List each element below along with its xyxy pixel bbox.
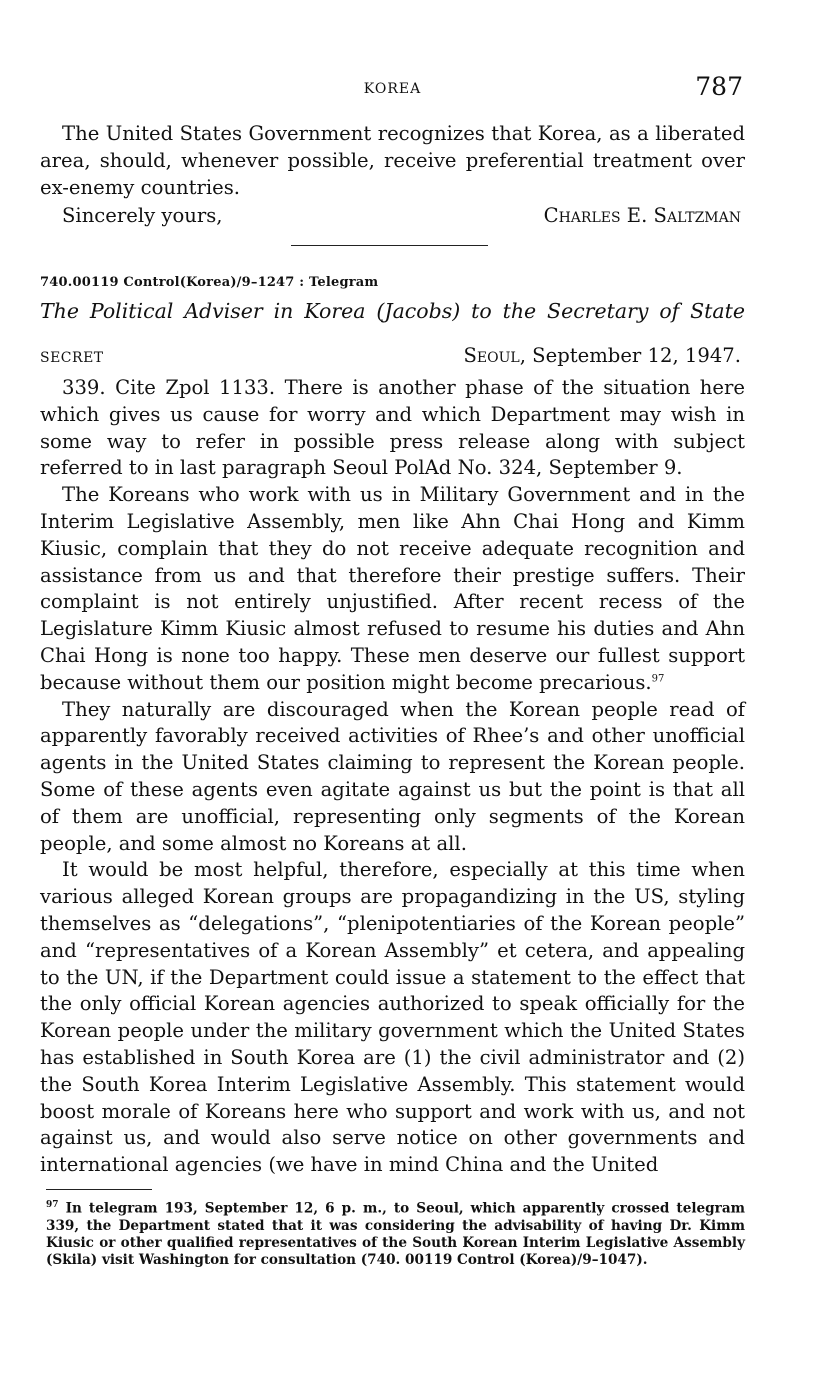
file-reference: 740.00119 Control(Korea)/9–1247 : Telegram <box>40 275 379 290</box>
dateline-place: Seoul <box>463 344 520 367</box>
footnote-number: 97 <box>46 1200 59 1210</box>
footnote-text: In telegram 193, September 12, 6 p. m., to Seoul, which apparently crossed telegram 339, the Department stated that it was considering the advisability of having Dr. Kimm Kiusic or other qualified representatives of the South Korean Interim Legislative Assembly (Skila) visit Washington for consultation (740. 00119 Control (Korea)/9–1047). <box>46 1200 746 1268</box>
body-paragraph: 339. Cite Zpol 1133. There is another phase of the situation here which gives us cause for worry and which Department may wish in some way to refer in possible press release along with subject referred to in last paragraph Seoul PolAd No. 324, September 9. <box>40 376 745 480</box>
signature-block <box>40 203 745 233</box>
section-divider <box>291 245 488 246</box>
dateline <box>464 344 742 367</box>
footnote-divider <box>46 1189 152 1190</box>
body-paragraph <box>40 482 745 696</box>
classification-row <box>40 344 745 372</box>
dateline-date: , September 12, 1947. <box>519 344 741 367</box>
footnote-reference: 97 <box>651 673 665 685</box>
body-paragraph-text: The Koreans who work with us in Military Government and in the Interim Legislative Assembly, men like Ahn Chai Hong and Kimm Kiusic, complain that they do not receive adequate recognition and assistance from us and that therefore their prestige suffers. Their complaint is not entirely unjustified. After recent recess of the Legislature Kimm Kiusic almost refused to resume his duties and Ahn Chai Hong is none too happy. These men deserve our fullest support because without them our position might become precarious. <box>40 483 745 694</box>
page-header <box>40 72 745 106</box>
footnote <box>46 1197 745 1269</box>
signature: Charles E. Saltzman <box>543 204 741 228</box>
intro-paragraph: The United States Government recognizes that Korea, as a liberated area, should, whenever possible, receive preferential treatment over ex-enemy countries. <box>40 122 745 199</box>
page-number: 787 <box>695 72 743 101</box>
classification: SECRET <box>40 350 104 366</box>
intro-section <box>40 121 745 233</box>
body-paragraph: They naturally are discouraged when the Korean people read of apparently favorably received activities of Rhee’s and other unofficial agents in the United States claiming to represent the Korean people. Some of these agents even agitate against us but the point is that all of them are unofficial, representing only segments of the Korean people, and some almost no Koreans at all. <box>40 697 745 855</box>
document-title: The Political Adviser in Korea (Jacobs) to the Secretary of State <box>40 299 745 323</box>
closing-text: Sincerely yours, <box>62 204 223 228</box>
telegram-body <box>40 375 745 1179</box>
running-title: KOREA <box>363 81 422 97</box>
body-paragraph: It would be most helpful, therefore, especially at this time when various alleged Korean groups are propagandizing in the US, styling themselves as “delegations”, “plenipotentiaries of the Korean people” and “representatives of a Korean Assembly” et cetera, and appealing to the UN, if the Department could issue a statement to the effect that the only official Korean agencies authorized to speak officially for the Korean people under the military government which the United States has established in South Korea are (1) the civil administrator and (2) the South Korea Interim Legislative Assembly. This statement would boost morale of Koreans here who support and work with us, and not against us, and would also serve notice on other governments and international agencies (we have in mind China and the United <box>40 858 745 1177</box>
